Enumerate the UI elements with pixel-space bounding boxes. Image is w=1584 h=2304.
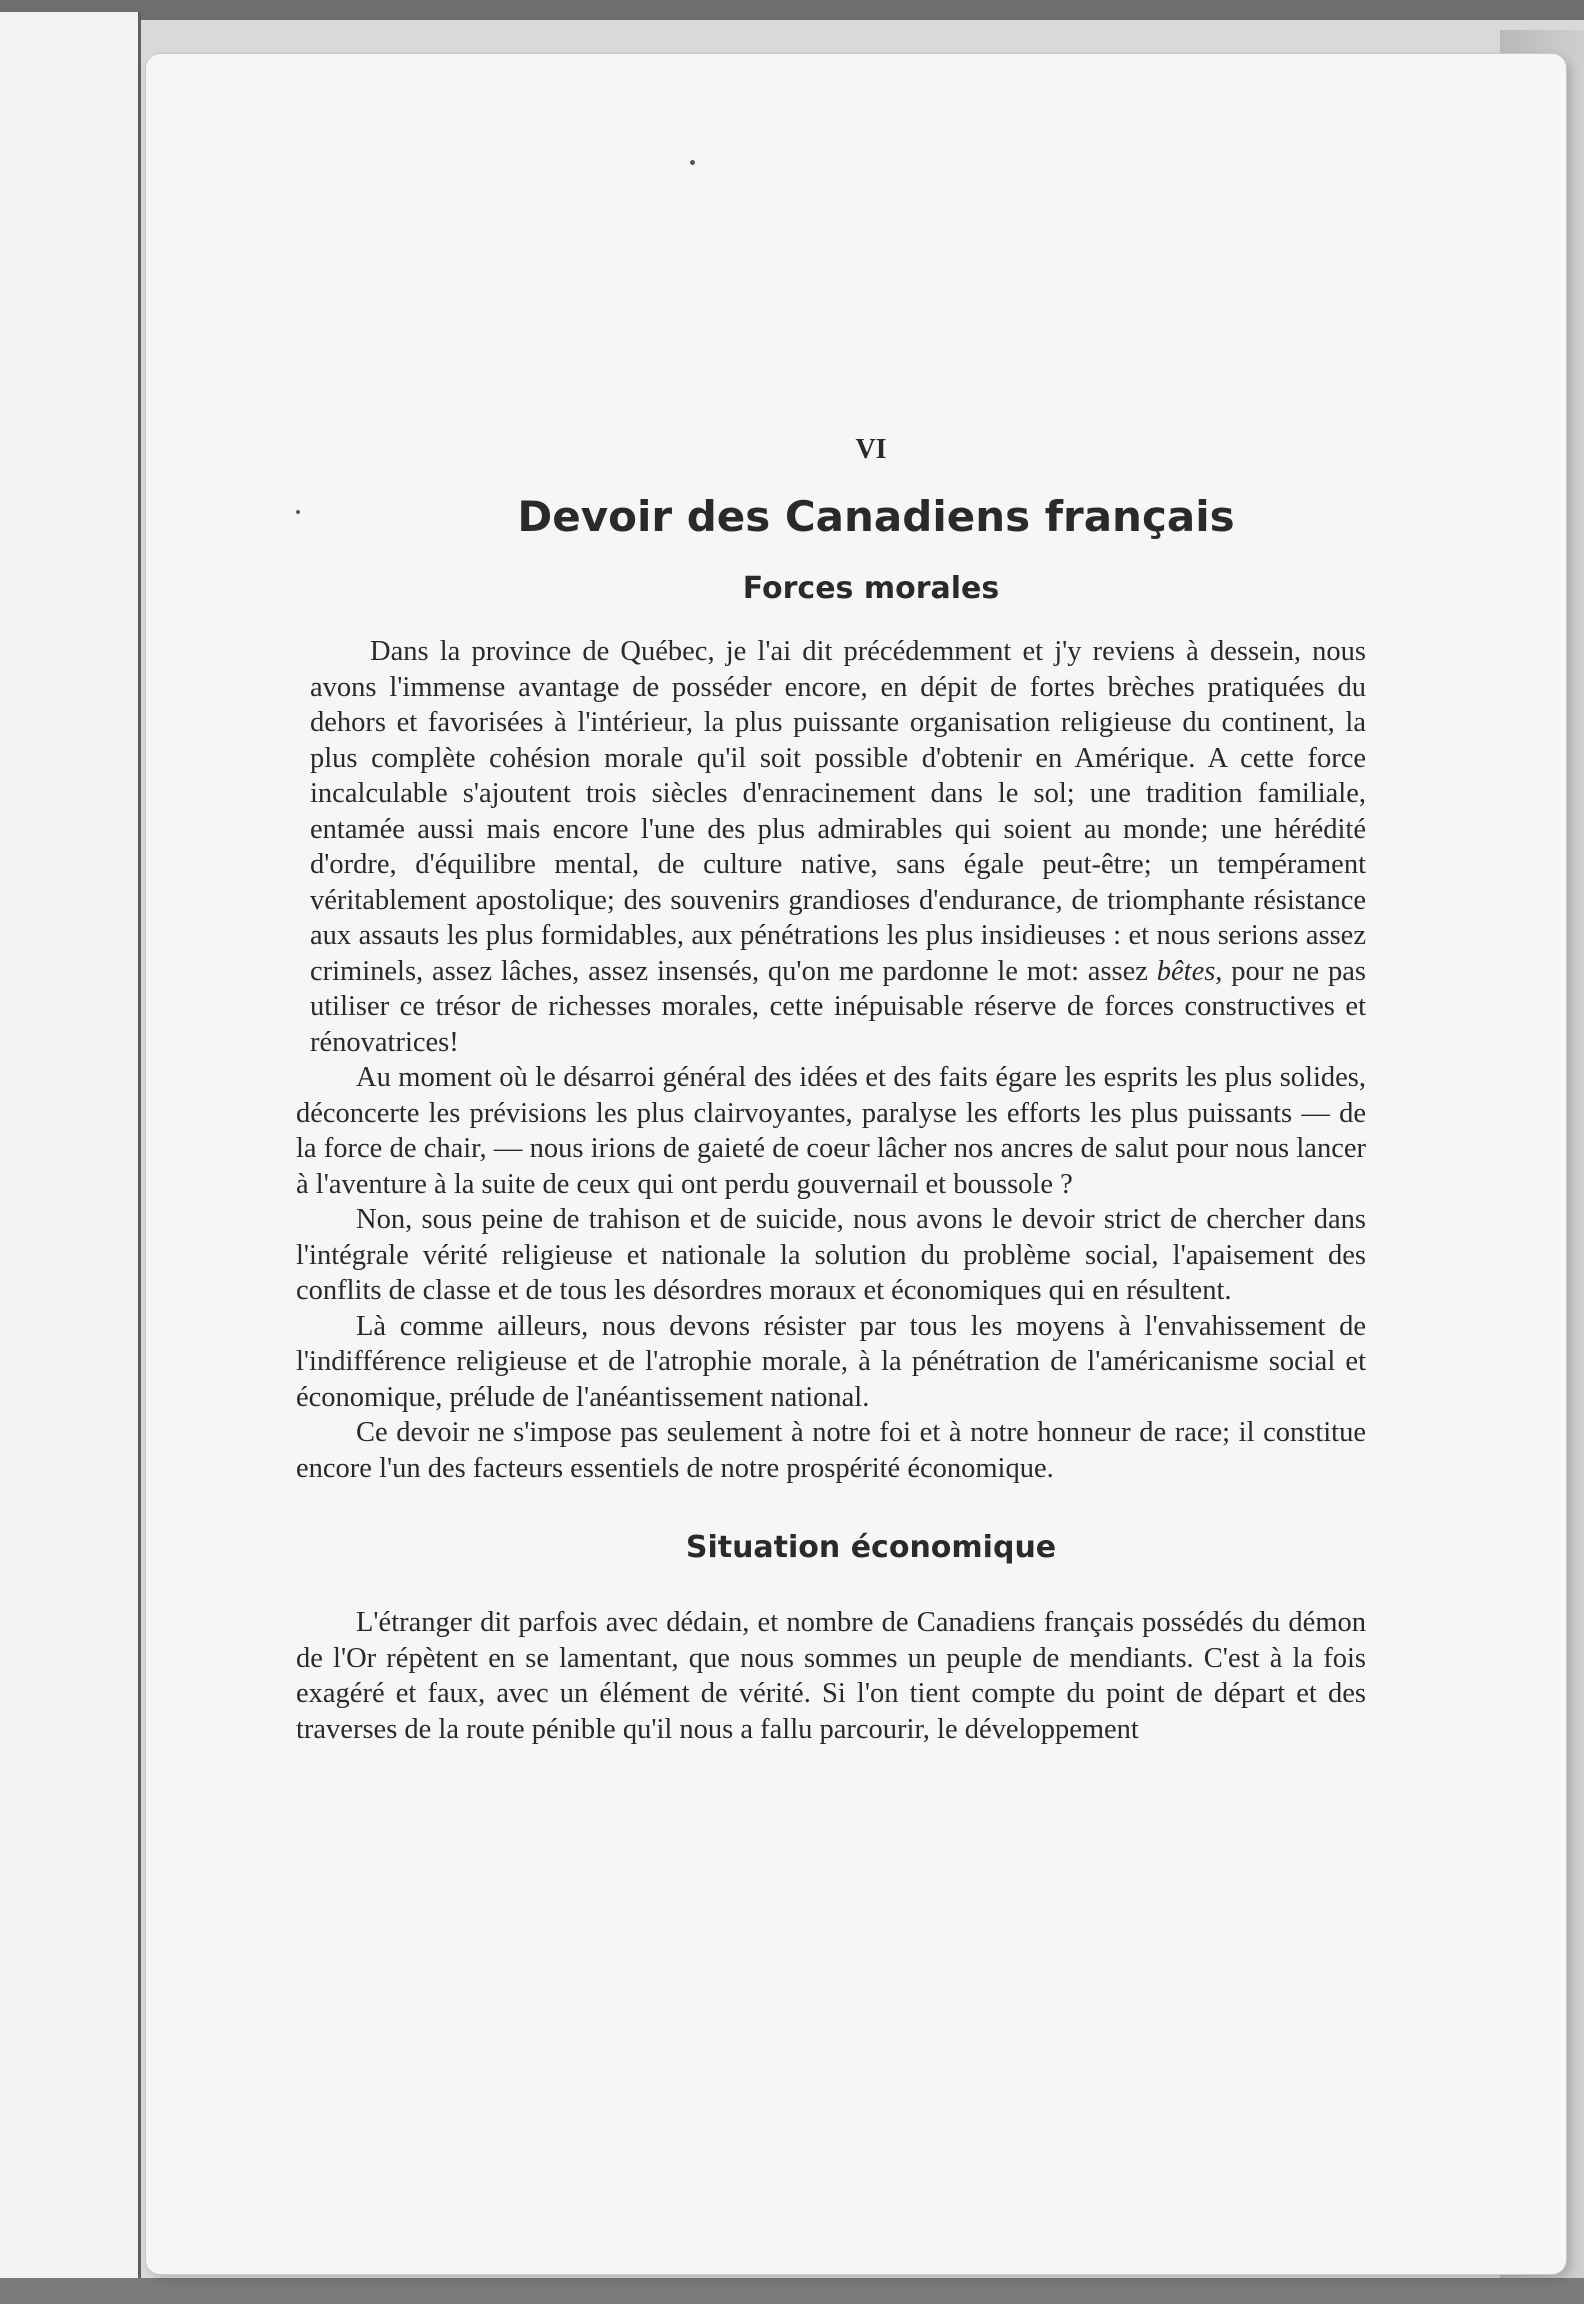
paragraph: Là comme ailleurs, nous devons résister par tous les moyens à l'envahissement de l'indifférence religieuse et de l'atrophie morale, à la pénétration de l'américanisme social et économique, prélude de l'anéantissement national. [296, 1310, 1366, 1413]
paragraph: L'étranger dit parfois avec dédain, et nombre de Canadiens français possédés du démon de l'Or répètent en se lamentant, que nous sommes un peuple de mendiants. C'est à la fois exagéré et faux, avec un élément de vérité. Si l'on tient compte du point de départ et des traverses de la route pénible qu'il nous a fallu parcourir, le développement [296, 1607, 1366, 1745]
scan-top-edge [0, 0, 1584, 20]
paragraph: Dans la province de Québec, je l'ai dit précédemment et j'y reviens à dessein, nous avons l'immense avantage de posséder encore, en dépit de fortes brèches pratiquées du dehors et favorisées à l'intérieur, la plus puissante organisation religieuse du continent, la plus complète cohésion morale qu'il soit possible d'obtenir en Amérique. A cette force incalculable s'ajoutent trois siècles d'enracinement dans le sol; une tradition familiale, entamée aussi mais encore l'une des plus admirables qui soient au monde; une hérédité d'ordre, d'équilibre mental, de culture native, sans égale peut-être; un tempérament véritablement apostolique; des souvenirs grandioses d'endurance, de triomphante résistance aux assauts les plus formidables, aux pénétrations les plus insidieuses : et nous serions assez criminels, assez lâches, assez insensés, qu'on me pardonne le mot: assez bêtes, pour ne pas utiliser ce trésor de richesses morales, cette inépuisable réserve de forces constructives et rénovatrices! [310, 636, 1366, 1058]
paragraph: Au moment où le désarroi général des idées et des faits égare les esprits les plus solides, déconcerte les prévisions les plus clairvoyantes, paralyse les efforts les plus puissants — de la force de chair, — nous irions de gaieté de coeur lâcher nos ancres de salut pour nous lancer à l'aventure à la suite de ceux qui ont perdu gouvernail et boussole ? [296, 1062, 1366, 1200]
page-content [296, 434, 1366, 1747]
paragraph: Non, sous peine de trahison et de suicide, nous avons le devoir strict de chercher dans l'intégrale vérité religieuse et nationale la solution du problème social, l'apaisement des conflits de classe et de tous les désordres moraux et économiques qui en résultent. [296, 1204, 1366, 1306]
paragraph: Ce devoir ne s'impose pas seulement à notre foi et à notre honneur de race; il constitue encore l'un des facteurs essentiels de notre prospérité économique. [296, 1417, 1366, 1484]
chapter-number: VI [855, 434, 887, 465]
chapter-title: Devoir des Canadiens français [517, 492, 1235, 541]
emphasized-word: bêtes, [1156, 955, 1223, 987]
section-heading: Situation économique [685, 1530, 1057, 1565]
paper-speck [690, 160, 695, 165]
scan-bottom-edge [0, 2278, 1584, 2304]
left-page-edge [0, 12, 141, 2292]
section-heading: Forces morales [742, 571, 1000, 606]
book-page [146, 54, 1566, 2274]
